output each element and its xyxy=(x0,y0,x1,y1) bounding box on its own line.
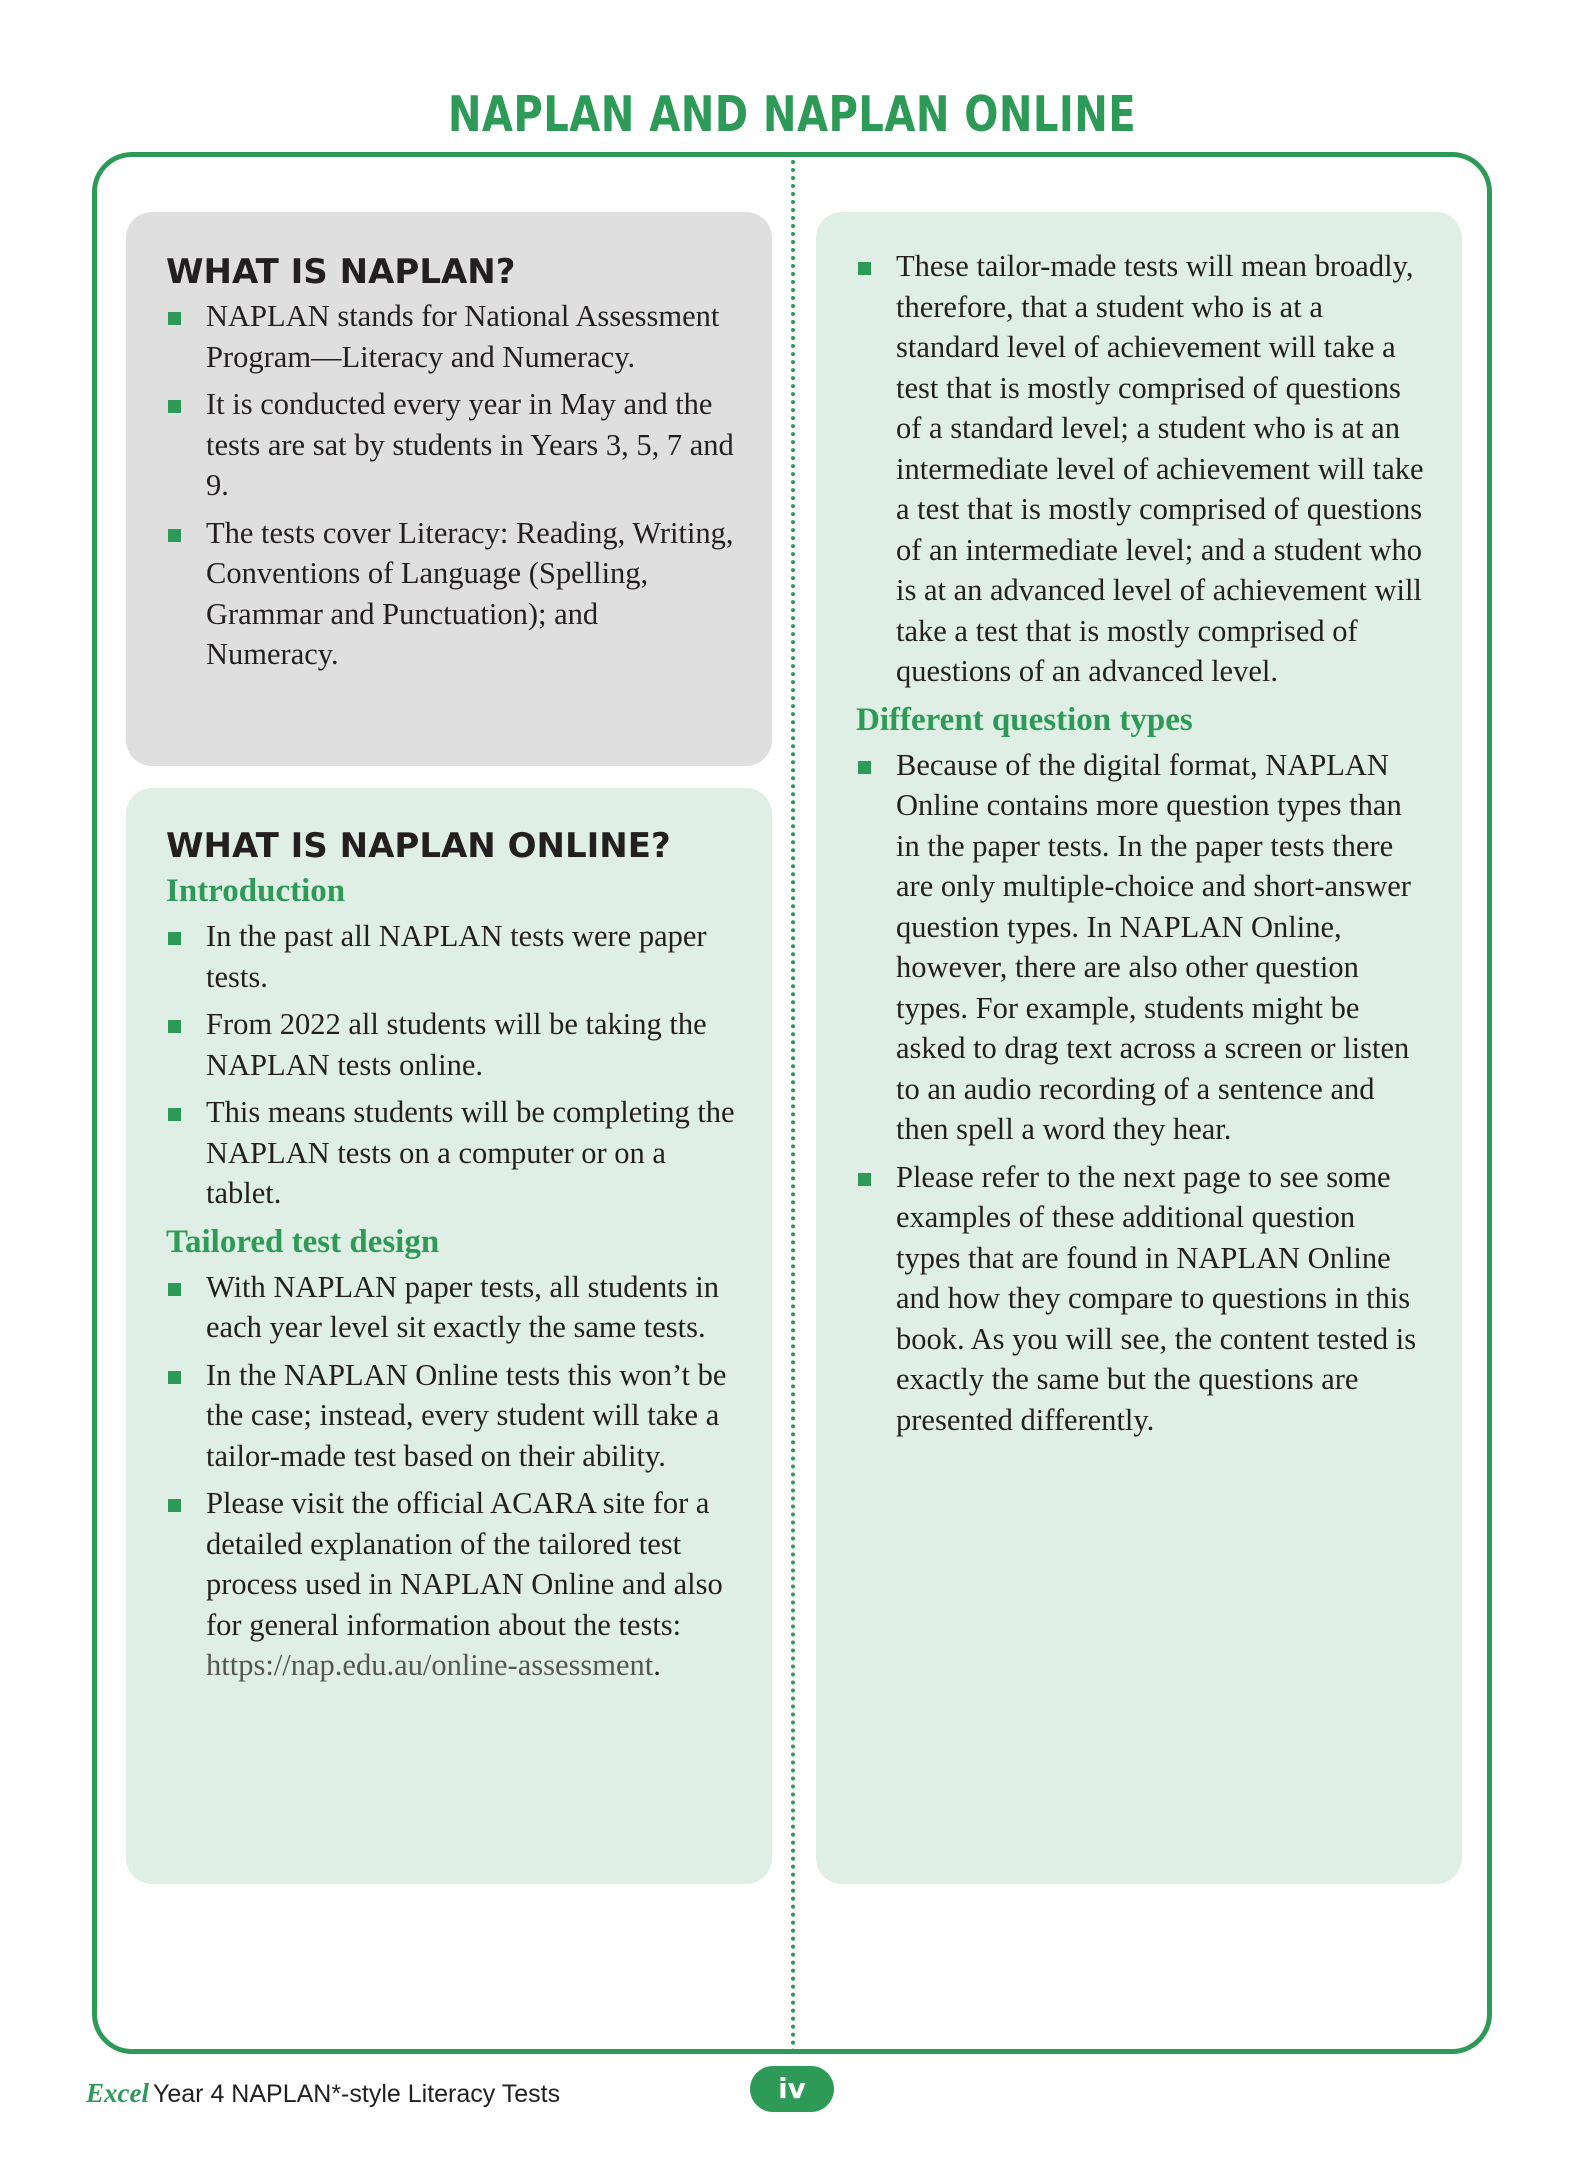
list-item-text: From 2022 all students will be taking the NAPLAN tests online. xyxy=(206,1007,707,1082)
acara-link[interactable]: https://nap.edu.au/online-assessment xyxy=(206,1648,654,1682)
footer-title: Year 4 NAPLAN*-style Literacy Tests xyxy=(152,2080,561,2108)
square-bullet-icon xyxy=(858,262,871,275)
list-item-text: This means students will be completing the NAPLAN tests on a computer or on a tablet. xyxy=(206,1095,735,1210)
introduction-heading: Introduction xyxy=(166,873,346,909)
question-types-list xyxy=(856,745,1426,1441)
footer-brand: Excel xyxy=(86,2078,149,2108)
list-item-text: Because of the digital format, NAPLAN Online contains more question types than in the paper tests. In the paper tests there are only multiple-choice and short-answer question types. In NAPLAN Online, however, there are also other question types. For example, students might be asked to drag text across a screen or listen to an audio recording of a sentence and then spell a word they hear. xyxy=(896,747,1411,1146)
list-item-text: In the past all NAPLAN tests were paper tests. xyxy=(206,919,707,994)
list-item-text: In the NAPLAN Online tests this won’t be the case; instead, every student will take a tailor-made test based on their ability. xyxy=(206,1357,727,1473)
list-item xyxy=(166,1092,736,1214)
list-item xyxy=(856,246,1426,692)
square-bullet-icon xyxy=(168,529,181,542)
tailored-list xyxy=(166,1267,736,1686)
what-is-naplan-online-heading: WHAT IS NAPLAN ONLINE? xyxy=(166,826,671,866)
link-suffix: . xyxy=(653,1648,661,1682)
list-item-text: Please visit the official ACARA site for a detailed explanation of the tailored test process used in NAPLAN Online and also for general information about the tests: xyxy=(206,1486,723,1642)
introduction-list xyxy=(166,916,736,1214)
list-item xyxy=(166,1004,736,1085)
footer-book-title xyxy=(86,2078,560,2109)
list-item xyxy=(166,296,736,377)
list-item xyxy=(166,916,736,997)
page-title: NAPLAN AND NAPLAN ONLINE xyxy=(447,86,1137,143)
list-item-text: Please refer to the next page to see some examples of these additional question types that are found in NAPLAN Online and how they compare to questions in this book. As you will see, the content tested is exactly the same but the questions are presented differently. xyxy=(896,1159,1417,1437)
what-is-naplan-online-box xyxy=(126,788,772,1884)
list-item xyxy=(166,1355,736,1477)
tailored-test-design-heading: Tailored test design xyxy=(166,1223,440,1260)
list-item xyxy=(166,384,736,506)
list-item-text: It is conducted every year in May and the tests are sat by students in Years 3, 5, 7 and 9. xyxy=(206,387,734,502)
list-item xyxy=(856,745,1426,1150)
column-divider xyxy=(791,160,795,2055)
square-bullet-icon xyxy=(168,1020,181,1033)
list-item-text: With NAPLAN paper tests, all students in each year level sit exactly the same tests. xyxy=(206,1269,719,1344)
square-bullet-icon xyxy=(168,1108,181,1121)
list-item-text: These tailor-made tests will mean broadly, therefore, that a student who is at a standard level of achievement will take a test that is mostly comprised of questions of a standard level; a student who is at an intermediate level of achievement will take a test that is mostly comprised of questions of an intermediate level; and a student who is at an advanced level of achievement will take a test that is mostly comprised of questions of an advanced level. xyxy=(896,249,1424,688)
what-is-naplan-box xyxy=(126,212,772,766)
what-is-naplan-list xyxy=(166,296,736,675)
square-bullet-icon xyxy=(858,1173,871,1186)
square-bullet-icon xyxy=(168,1499,181,1512)
square-bullet-icon xyxy=(858,761,871,774)
list-item xyxy=(166,1267,736,1348)
list-item xyxy=(166,513,736,675)
square-bullet-icon xyxy=(168,312,181,325)
list-item xyxy=(856,1157,1426,1441)
square-bullet-icon xyxy=(168,1371,181,1384)
different-question-types-heading: Different question types xyxy=(856,701,1193,738)
tailored-continued-list xyxy=(856,246,1426,692)
list-item-text: NAPLAN stands for National Assessment Program—Literacy and Numeracy. xyxy=(206,299,720,374)
list-item xyxy=(166,1483,736,1686)
what-is-naplan-heading: WHAT IS NAPLAN? xyxy=(166,252,516,292)
page-number-badge: iv xyxy=(750,2066,834,2112)
list-item-text: The tests cover Literacy: Reading, Writing, Conventions of Language (Spelling, Grammar and Punctuation); and Numeracy. xyxy=(206,515,734,671)
right-column-box xyxy=(816,212,1462,1884)
square-bullet-icon xyxy=(168,400,181,413)
square-bullet-icon xyxy=(168,932,181,945)
square-bullet-icon xyxy=(168,1283,181,1296)
